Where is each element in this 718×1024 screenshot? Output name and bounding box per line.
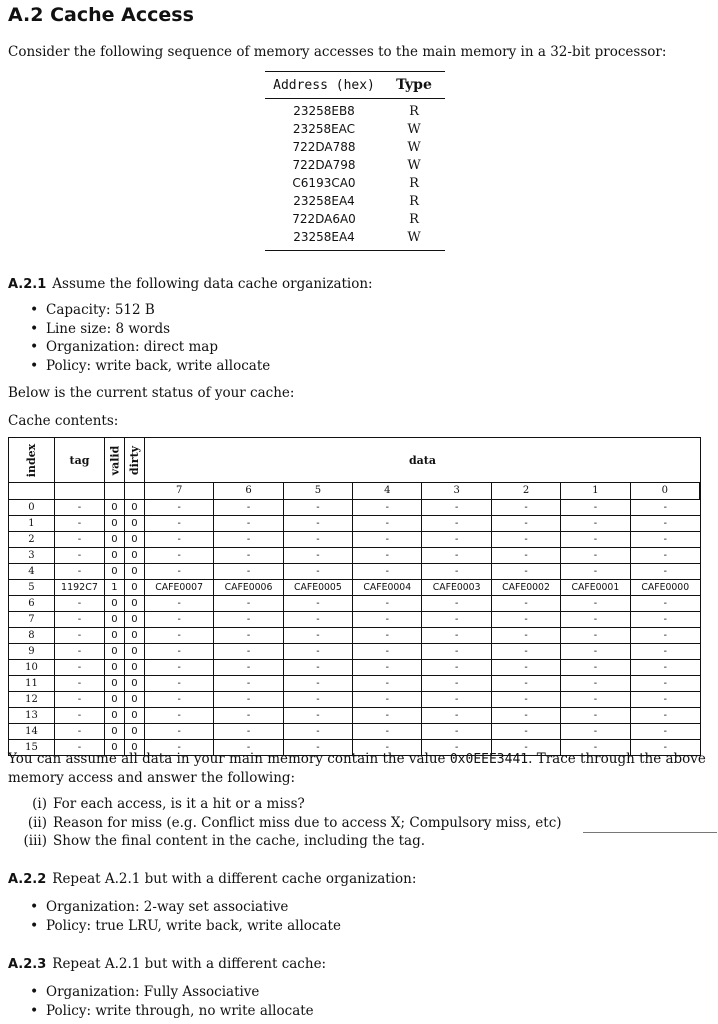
cache-valid: 0 <box>105 564 125 579</box>
cache-data-cell: - <box>492 692 561 707</box>
cache-data-cell: - <box>284 596 353 611</box>
cache-tag: - <box>55 612 105 627</box>
cache-tag: - <box>55 724 105 739</box>
cache-data-cell: - <box>663 630 667 641</box>
cache-valid: 0 <box>105 532 125 547</box>
cache-data-cell: - <box>284 532 353 547</box>
cache-index: 11 <box>9 676 55 691</box>
cache-row <box>9 708 700 724</box>
cache-index: 9 <box>9 644 55 659</box>
cache-data-cell: - <box>214 692 283 707</box>
access-row <box>265 210 445 228</box>
access-row <box>265 102 445 120</box>
cache-data-cell: - <box>145 628 214 643</box>
cache-data-cell: - <box>353 676 422 691</box>
access-type: W <box>407 157 421 173</box>
cache-index: 4 <box>9 564 55 579</box>
cache-data-cell: - <box>353 612 422 627</box>
cache-data-cell: - <box>492 740 561 755</box>
cache-valid: 0 <box>105 612 125 627</box>
cache-dirty: 0 <box>125 708 145 723</box>
cache-data-cell: - <box>284 692 353 707</box>
a22-bullet-item: • Policy: true LRU, write back, write allocate <box>30 917 341 936</box>
cache-tag: - <box>55 500 105 515</box>
cache-data-cell: - <box>422 596 491 611</box>
cache-data-cell: - <box>422 692 491 707</box>
cache-data-cell: - <box>422 660 491 675</box>
cache-index: 6 <box>9 596 55 611</box>
cache-data-cell: CAFE0006 <box>214 580 283 595</box>
cache-data-cell: - <box>145 740 214 755</box>
cache-valid: 0 <box>105 628 125 643</box>
cache-tag: - <box>55 660 105 675</box>
cache-valid: 0 <box>105 660 125 675</box>
cache-data-cell: - <box>284 644 353 659</box>
cache-row <box>9 628 700 644</box>
cache-data-cell: - <box>284 660 353 675</box>
cache-dirty: 0 <box>125 660 145 675</box>
section-title: A.2 Cache Access <box>8 4 194 26</box>
a23-bullet-item: • Policy: write through, no write allocate <box>30 1002 314 1021</box>
cache-valid: 0 <box>105 596 125 611</box>
a22-bullet-item: • Organization: 2-way set associative <box>30 898 341 917</box>
word-column-number: 7 <box>145 483 214 499</box>
cache-row <box>9 724 700 740</box>
cache-data-cell: CAFE0002 <box>492 580 561 595</box>
cache-tag: - <box>55 692 105 707</box>
access-type: R <box>409 193 419 209</box>
a22-text: Repeat A.2.1 but with a different cache organization: <box>52 871 417 887</box>
cache-dirty: 0 <box>125 628 145 643</box>
word-column-number: 4 <box>353 483 422 499</box>
word-column-number: 3 <box>422 483 491 499</box>
a21-bullet-item: • Organization: direct map <box>30 338 270 357</box>
cache-valid: 0 <box>105 692 125 707</box>
access-address: 23258EA4 <box>293 194 355 208</box>
cache-data-cell: - <box>422 740 491 755</box>
cache-data-cell: - <box>492 724 561 739</box>
question-text: Show the final content in the cache, including the tag. <box>53 833 426 849</box>
cache-body <box>9 500 700 755</box>
cache-data-cell: - <box>422 628 491 643</box>
cache-dirty: 0 <box>125 692 145 707</box>
cache-data-cell: - <box>145 724 214 739</box>
cache-data-cell: - <box>422 644 491 659</box>
cache-data-cell: - <box>663 518 667 529</box>
access-address: 722DA6A0 <box>292 212 356 226</box>
cache-status-text: Below is the current status of your cache: <box>8 385 295 401</box>
cache-data-cell: - <box>422 708 491 723</box>
cache-index: 12 <box>9 692 55 707</box>
cache-dirty: 0 <box>125 548 145 563</box>
cache-data-cell: - <box>353 692 422 707</box>
cache-index: 10 <box>9 660 55 675</box>
intro-text: Consider the following sequence of memory accesses to the main memory in a 32-bit processor: <box>8 44 667 60</box>
word-column-number: 5 <box>284 483 353 499</box>
cache-data-cell: - <box>492 516 561 531</box>
cache-data-cell: - <box>214 612 283 627</box>
access-address: 23258EB8 <box>293 104 355 118</box>
access-type: W <box>407 139 421 155</box>
cache-data-cell: CAFE0005 <box>284 580 353 595</box>
cache-valid: 0 <box>105 724 125 739</box>
cache-valid: 0 <box>105 644 125 659</box>
cache-dirty: 0 <box>125 740 145 755</box>
cache-data-cell: - <box>561 660 630 675</box>
cache-valid: 0 <box>105 740 125 755</box>
cache-data-cell: - <box>561 724 630 739</box>
word-column-number: 0 <box>631 483 700 499</box>
cache-row <box>9 500 700 516</box>
cache-data-cell: - <box>284 516 353 531</box>
cache-data-cell: - <box>145 548 214 563</box>
cache-data-cell: - <box>561 644 630 659</box>
cache-data-cell: - <box>214 532 283 547</box>
a21-heading <box>8 276 373 292</box>
dirty-header-cell <box>125 438 145 482</box>
cache-data-cell: CAFE0000 <box>641 582 690 593</box>
cache-data-cell: - <box>561 612 630 627</box>
cache-index: 1 <box>9 516 55 531</box>
valid-header: valid <box>108 445 122 475</box>
assume-paragraph <box>8 750 708 788</box>
access-type: R <box>409 175 419 191</box>
cache-tag: - <box>55 740 105 755</box>
cache-data-cell: - <box>422 676 491 691</box>
cache-data-cell: - <box>284 548 353 563</box>
assume-text-before: You can assume all data in your main memory contain the value <box>8 751 450 767</box>
cache-data-cell: CAFE0004 <box>353 580 422 595</box>
access-type: W <box>407 229 421 245</box>
cache-data-cell: - <box>561 564 630 579</box>
cache-index: 7 <box>9 612 55 627</box>
cache-data-cell: - <box>492 708 561 723</box>
cache-row <box>9 612 700 628</box>
question-number: (ii) <box>27 814 47 831</box>
a22-heading <box>8 871 416 887</box>
cache-data-cell: - <box>353 532 422 547</box>
cache-data-cell: - <box>284 628 353 643</box>
access-row <box>265 192 445 210</box>
blank-cell <box>125 483 145 499</box>
cache-data-cell: - <box>353 548 422 563</box>
cache-header-row <box>9 438 700 483</box>
cache-data-cell: - <box>284 724 353 739</box>
cache-data-cell: - <box>492 532 561 547</box>
cache-row <box>9 676 700 692</box>
cache-data-cell: - <box>145 500 214 515</box>
word-column-number: 2 <box>492 483 561 499</box>
access-type: R <box>409 103 419 119</box>
cache-data-cell: - <box>663 678 667 689</box>
cache-tag: - <box>55 564 105 579</box>
cache-data-cell: - <box>145 596 214 611</box>
cache-data-cell: - <box>353 740 422 755</box>
cache-valid: 0 <box>105 676 125 691</box>
cache-tag: - <box>55 676 105 691</box>
cache-data-cell: - <box>214 740 283 755</box>
cache-data-cell: - <box>492 628 561 643</box>
cache-data-cell: - <box>492 500 561 515</box>
access-type: R <box>409 211 419 227</box>
cache-data-cell: - <box>214 564 283 579</box>
cache-data-cell: - <box>663 598 667 609</box>
cache-data-cell: - <box>663 662 667 673</box>
cache-data-cell: - <box>492 564 561 579</box>
a23-bullet-item: • Organization: Fully Associative <box>30 983 314 1002</box>
cache-data-cell: - <box>561 692 630 707</box>
cache-data-cell: - <box>492 548 561 563</box>
cache-data-cell: - <box>284 676 353 691</box>
cache-tag: - <box>55 708 105 723</box>
cache-data-cell: - <box>353 708 422 723</box>
cache-row <box>9 548 700 564</box>
cache-data-cell: - <box>145 660 214 675</box>
cache-data-cell: - <box>492 676 561 691</box>
cache-valid: 0 <box>105 708 125 723</box>
cache-dirty: 0 <box>125 612 145 627</box>
cache-data-cell: - <box>214 644 283 659</box>
answer-line <box>583 832 717 833</box>
access-row <box>265 174 445 192</box>
cache-dirty: 0 <box>125 644 145 659</box>
cache-data-cell: - <box>353 724 422 739</box>
a21-bullet-list <box>30 301 270 375</box>
dirty-header: dirty <box>128 445 142 475</box>
a21-bullet-item: • Policy: write back, write allocate <box>30 357 270 376</box>
cache-row <box>9 596 700 612</box>
cache-data-cell: - <box>422 548 491 563</box>
cache-data-cell: - <box>284 612 353 627</box>
cache-data-cell: - <box>663 726 667 737</box>
cache-row <box>9 516 700 532</box>
cache-data-cell: - <box>214 548 283 563</box>
cache-index: 8 <box>9 628 55 643</box>
question-item <box>14 832 562 851</box>
cache-dirty: 0 <box>125 500 145 515</box>
cache-dirty: 0 <box>125 580 145 595</box>
cache-data-cell: - <box>284 564 353 579</box>
access-address: 722DA788 <box>292 140 356 154</box>
cache-row <box>9 660 700 676</box>
access-row <box>265 120 445 138</box>
cache-data-cell: - <box>353 564 422 579</box>
assume-text-after: . Trace through the above memory access and answer the following: <box>8 751 706 786</box>
cache-data-cell: - <box>145 564 214 579</box>
cache-data-cell: - <box>492 644 561 659</box>
cache-valid: 0 <box>105 548 125 563</box>
access-address: C6193CA0 <box>292 176 356 190</box>
cache-data-cell: - <box>214 516 283 531</box>
a23-bullet-list <box>30 983 314 1020</box>
cache-index: 13 <box>9 708 55 723</box>
cache-contents-label: Cache contents: <box>8 413 119 429</box>
valid-header-cell <box>105 438 125 482</box>
cache-data-cell: - <box>663 694 667 705</box>
cache-valid: 0 <box>105 500 125 515</box>
cache-index: 5 <box>9 580 55 595</box>
word-column-number: 1 <box>561 483 630 499</box>
access-table <box>265 71 445 251</box>
access-address: 722DA798 <box>292 158 356 172</box>
a21-bullet-item: • Line size: 8 words <box>30 320 270 339</box>
cache-data-cell: - <box>663 534 667 545</box>
cache-data-cell: - <box>214 724 283 739</box>
access-table-body <box>265 99 445 250</box>
cache-data-cell: - <box>214 708 283 723</box>
cache-data-cell: - <box>663 646 667 657</box>
cache-data-cell: - <box>284 708 353 723</box>
a21-bullet-item: • Capacity: 512 B <box>30 301 270 320</box>
cache-data-cell: - <box>353 500 422 515</box>
tag-header: tag <box>55 438 105 482</box>
cache-data-cell: - <box>561 548 630 563</box>
cache-dirty: 0 <box>125 596 145 611</box>
cache-tag: - <box>55 548 105 563</box>
cache-data-cell: - <box>561 740 630 755</box>
cache-dirty: 0 <box>125 676 145 691</box>
cache-data-cell: - <box>561 500 630 515</box>
cache-table <box>8 437 701 756</box>
cache-index: 2 <box>9 532 55 547</box>
question-text: Reason for miss (e.g. Conflict miss due to access X; Compulsory miss, etc) <box>53 814 562 831</box>
cache-dirty: 0 <box>125 532 145 547</box>
cache-data-cell: - <box>663 710 667 721</box>
a21-label: A.2.1 <box>8 277 47 292</box>
access-row <box>265 156 445 174</box>
cache-row <box>9 692 700 708</box>
cache-data-cell: - <box>145 692 214 707</box>
type-header: Type <box>396 77 432 93</box>
question-list <box>14 795 562 851</box>
a23-heading <box>8 956 326 972</box>
cache-data-cell: - <box>492 596 561 611</box>
cache-tag: 1192C7 <box>55 580 105 595</box>
cache-data-cell: - <box>284 740 353 755</box>
cache-tag: - <box>55 516 105 531</box>
cache-data-cell: - <box>145 516 214 531</box>
cache-data-cell: - <box>353 596 422 611</box>
cache-data-cell: - <box>422 724 491 739</box>
cache-data-cell: - <box>214 628 283 643</box>
cache-data-cell: - <box>663 550 667 561</box>
cache-data-cell: - <box>561 708 630 723</box>
cache-row <box>9 532 700 548</box>
cache-tag: - <box>55 532 105 547</box>
cache-data-cell: - <box>353 660 422 675</box>
cache-data-cell: - <box>561 596 630 611</box>
cache-data-cell: CAFE0003 <box>422 580 491 595</box>
cache-data-cell: - <box>422 500 491 515</box>
cache-data-cell: - <box>663 502 667 513</box>
access-type: W <box>407 121 421 137</box>
cache-data-cell: - <box>145 676 214 691</box>
access-row <box>265 138 445 156</box>
a22-label: A.2.2 <box>8 872 47 887</box>
cache-tag: - <box>55 628 105 643</box>
cache-data-cell: - <box>145 644 214 659</box>
data-header: data <box>408 453 437 467</box>
blank-cell <box>9 483 55 499</box>
cache-row <box>9 564 700 580</box>
question-item <box>14 814 562 833</box>
cache-data-cell: - <box>284 500 353 515</box>
cache-data-cell: - <box>492 612 561 627</box>
cache-data-cell: - <box>214 500 283 515</box>
cache-index: 14 <box>9 724 55 739</box>
a23-text: Repeat A.2.1 but with a different cache: <box>52 956 327 972</box>
word-column-number: 6 <box>214 483 283 499</box>
cache-data-cell: - <box>561 516 630 531</box>
memory-value: 0x0EEE3441 <box>449 752 529 767</box>
cache-valid: 0 <box>105 516 125 531</box>
question-number: (i) <box>32 796 47 812</box>
cache-data-cell: - <box>422 532 491 547</box>
cache-data-cell: CAFE0001 <box>561 580 630 595</box>
cache-index: 3 <box>9 548 55 563</box>
cache-data-cell: - <box>422 516 491 531</box>
cache-data-cell: - <box>214 596 283 611</box>
cache-data-cell: - <box>561 628 630 643</box>
question-number: (iii) <box>23 833 47 849</box>
cache-index: 15 <box>9 740 55 755</box>
cache-data-cell: - <box>561 532 630 547</box>
cache-data-cell: - <box>145 532 214 547</box>
cache-data-cell: - <box>214 660 283 675</box>
a21-text: Assume the following data cache organization: <box>52 276 373 292</box>
cache-data-cell: - <box>422 564 491 579</box>
cache-data-cell: - <box>214 676 283 691</box>
question-item <box>14 795 562 814</box>
cache-data-cell: - <box>663 742 667 753</box>
cache-tag: - <box>55 644 105 659</box>
cache-dirty: 0 <box>125 724 145 739</box>
access-row <box>265 228 445 246</box>
a22-bullet-list <box>30 898 341 935</box>
blank-cell <box>105 483 125 499</box>
cache-data-cell: - <box>561 676 630 691</box>
word-number-row <box>9 483 700 500</box>
cache-data-cell: - <box>353 516 422 531</box>
cache-data-cell: - <box>353 644 422 659</box>
cache-dirty: 0 <box>125 516 145 531</box>
cache-dirty: 0 <box>125 564 145 579</box>
cache-tag: - <box>55 596 105 611</box>
cache-index: 0 <box>9 500 55 515</box>
index-header: index <box>25 443 38 477</box>
index-header-cell <box>9 438 55 482</box>
access-table-header <box>265 72 445 99</box>
cache-data-cell: - <box>663 614 667 625</box>
cache-valid: 1 <box>105 580 125 595</box>
question-text: For each access, is it a hit or a miss? <box>53 796 305 812</box>
cache-row <box>9 644 700 660</box>
cache-data-cell: - <box>422 612 491 627</box>
cache-data-cell: - <box>353 628 422 643</box>
access-address: 23258EA4 <box>293 230 355 244</box>
cache-data-cell: - <box>663 566 667 577</box>
cache-row <box>9 580 700 596</box>
address-header: Address (hex) <box>273 77 375 93</box>
cache-data-cell: - <box>145 708 214 723</box>
a23-label: A.2.3 <box>8 957 47 972</box>
cache-data-cell: - <box>145 612 214 627</box>
blank-cell <box>55 483 105 499</box>
access-address: 23258EAC <box>292 122 356 136</box>
cache-data-cell: CAFE0007 <box>145 580 214 595</box>
cache-data-cell: - <box>492 660 561 675</box>
